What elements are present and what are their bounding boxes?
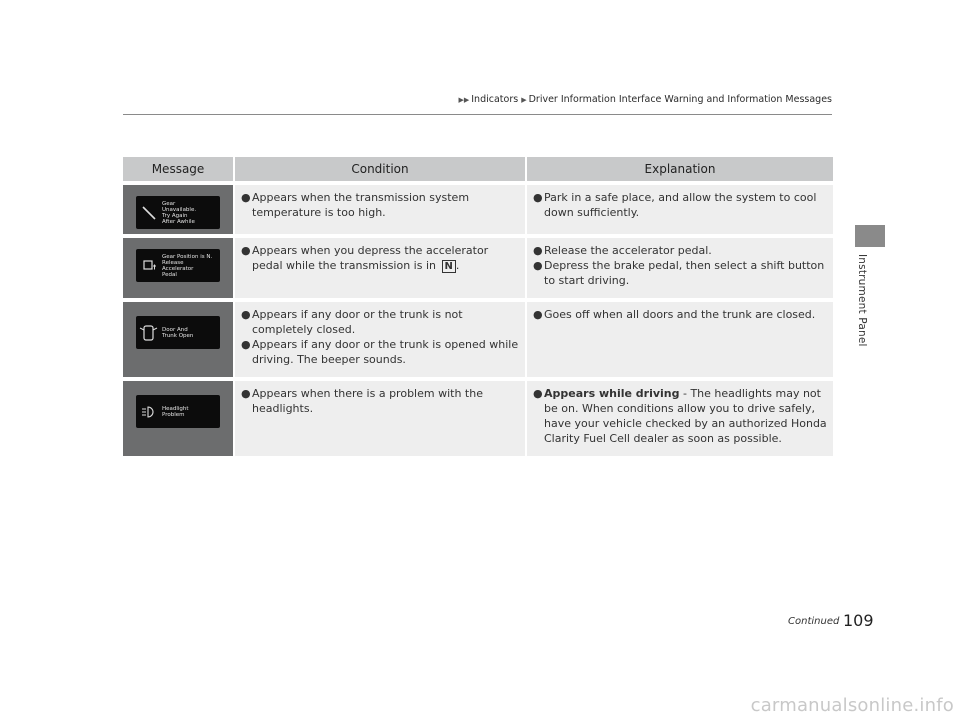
- screen-message: Gear Unavailable. Try Again After Awhile: [162, 200, 197, 225]
- section-tab-label: Instrument Panel: [856, 254, 868, 347]
- explanation-item: ●Goes off when all doors and the trunk are closed.: [533, 308, 816, 321]
- header-rule: [123, 114, 832, 115]
- breadcrumb-page[interactable]: Driver Information Interface Warning and Information Messages: [528, 94, 832, 105]
- header-explanation: Explanation: [527, 157, 833, 181]
- condition-cell: [235, 234, 527, 298]
- condition-item: ●Appears when you depress the accelerator pedal while the transmission is in N .: [241, 244, 489, 272]
- table-row: [123, 181, 833, 234]
- condition-item: ●Appears if any door or the trunk is opened while driving. The beeper sounds.: [241, 338, 519, 366]
- display-screen: [136, 395, 220, 428]
- gear-warning-icon: [136, 196, 162, 229]
- breadcrumb: [458, 94, 832, 105]
- screen-message: Gear Position is N. Release Accelerator Pedal: [162, 253, 213, 278]
- watermark: carmanualsonline.info: [750, 695, 954, 716]
- accelerator-pedal-icon: [136, 249, 162, 282]
- gear-n-key: N: [442, 260, 456, 273]
- display-screen: [136, 316, 220, 349]
- condition-cell: [235, 181, 527, 234]
- page-number: 109: [843, 611, 874, 630]
- table-row: [123, 298, 833, 377]
- condition-item: ●Appears when the transmission system temperature is too high.: [241, 191, 470, 219]
- explanation-cell: [527, 181, 833, 234]
- explanation-item: ●Appears while driving - The headlights may not be on. When conditions allow you to drive safely, have your vehicle checked by an authorized Honda Clarity Fuel Cell dealer as soon as possible.: [533, 387, 827, 445]
- message-image: [123, 377, 235, 456]
- header-condition: Condition: [235, 157, 527, 181]
- table-row: [123, 234, 833, 298]
- display-screen: [136, 249, 220, 282]
- condition-item: ●Appears if any door or the trunk is not completely closed.: [241, 308, 463, 336]
- table-row: [123, 377, 833, 456]
- screen-message: Door And Trunk Open: [162, 326, 194, 339]
- screen-message: Headlight Problem: [162, 405, 189, 418]
- explanation-cell: [527, 377, 833, 456]
- condition-cell: [235, 298, 527, 377]
- warning-messages-table: [123, 157, 833, 456]
- header-message: Message: [123, 157, 235, 181]
- breadcrumb-arrow-icon: ▶: [521, 96, 527, 104]
- explanation-cell: [527, 234, 833, 298]
- message-image: [123, 234, 235, 298]
- section-tab: [855, 225, 885, 247]
- condition-cell: [235, 377, 527, 456]
- car-door-icon: [136, 316, 162, 349]
- continued-label: Continued: [788, 616, 840, 627]
- display-screen: [136, 196, 220, 229]
- explanation-item: ●Release the accelerator pedal.: [533, 244, 712, 257]
- condition-item: ●Appears when there is a problem with the headlights.: [241, 387, 483, 415]
- explanation-item: ●Depress the brake pedal, then select a shift button to start driving.: [533, 259, 825, 287]
- explanation-cell: [527, 298, 833, 377]
- breadcrumb-arrow-icon: ▶▶: [458, 96, 470, 104]
- headlight-icon: [136, 395, 162, 428]
- breadcrumb-section[interactable]: Indicators: [471, 94, 519, 105]
- message-image: [123, 298, 235, 377]
- explanation-item: ●Park in a safe place, and allow the system to cool down sufficiently.: [533, 191, 817, 219]
- message-image: [123, 181, 235, 234]
